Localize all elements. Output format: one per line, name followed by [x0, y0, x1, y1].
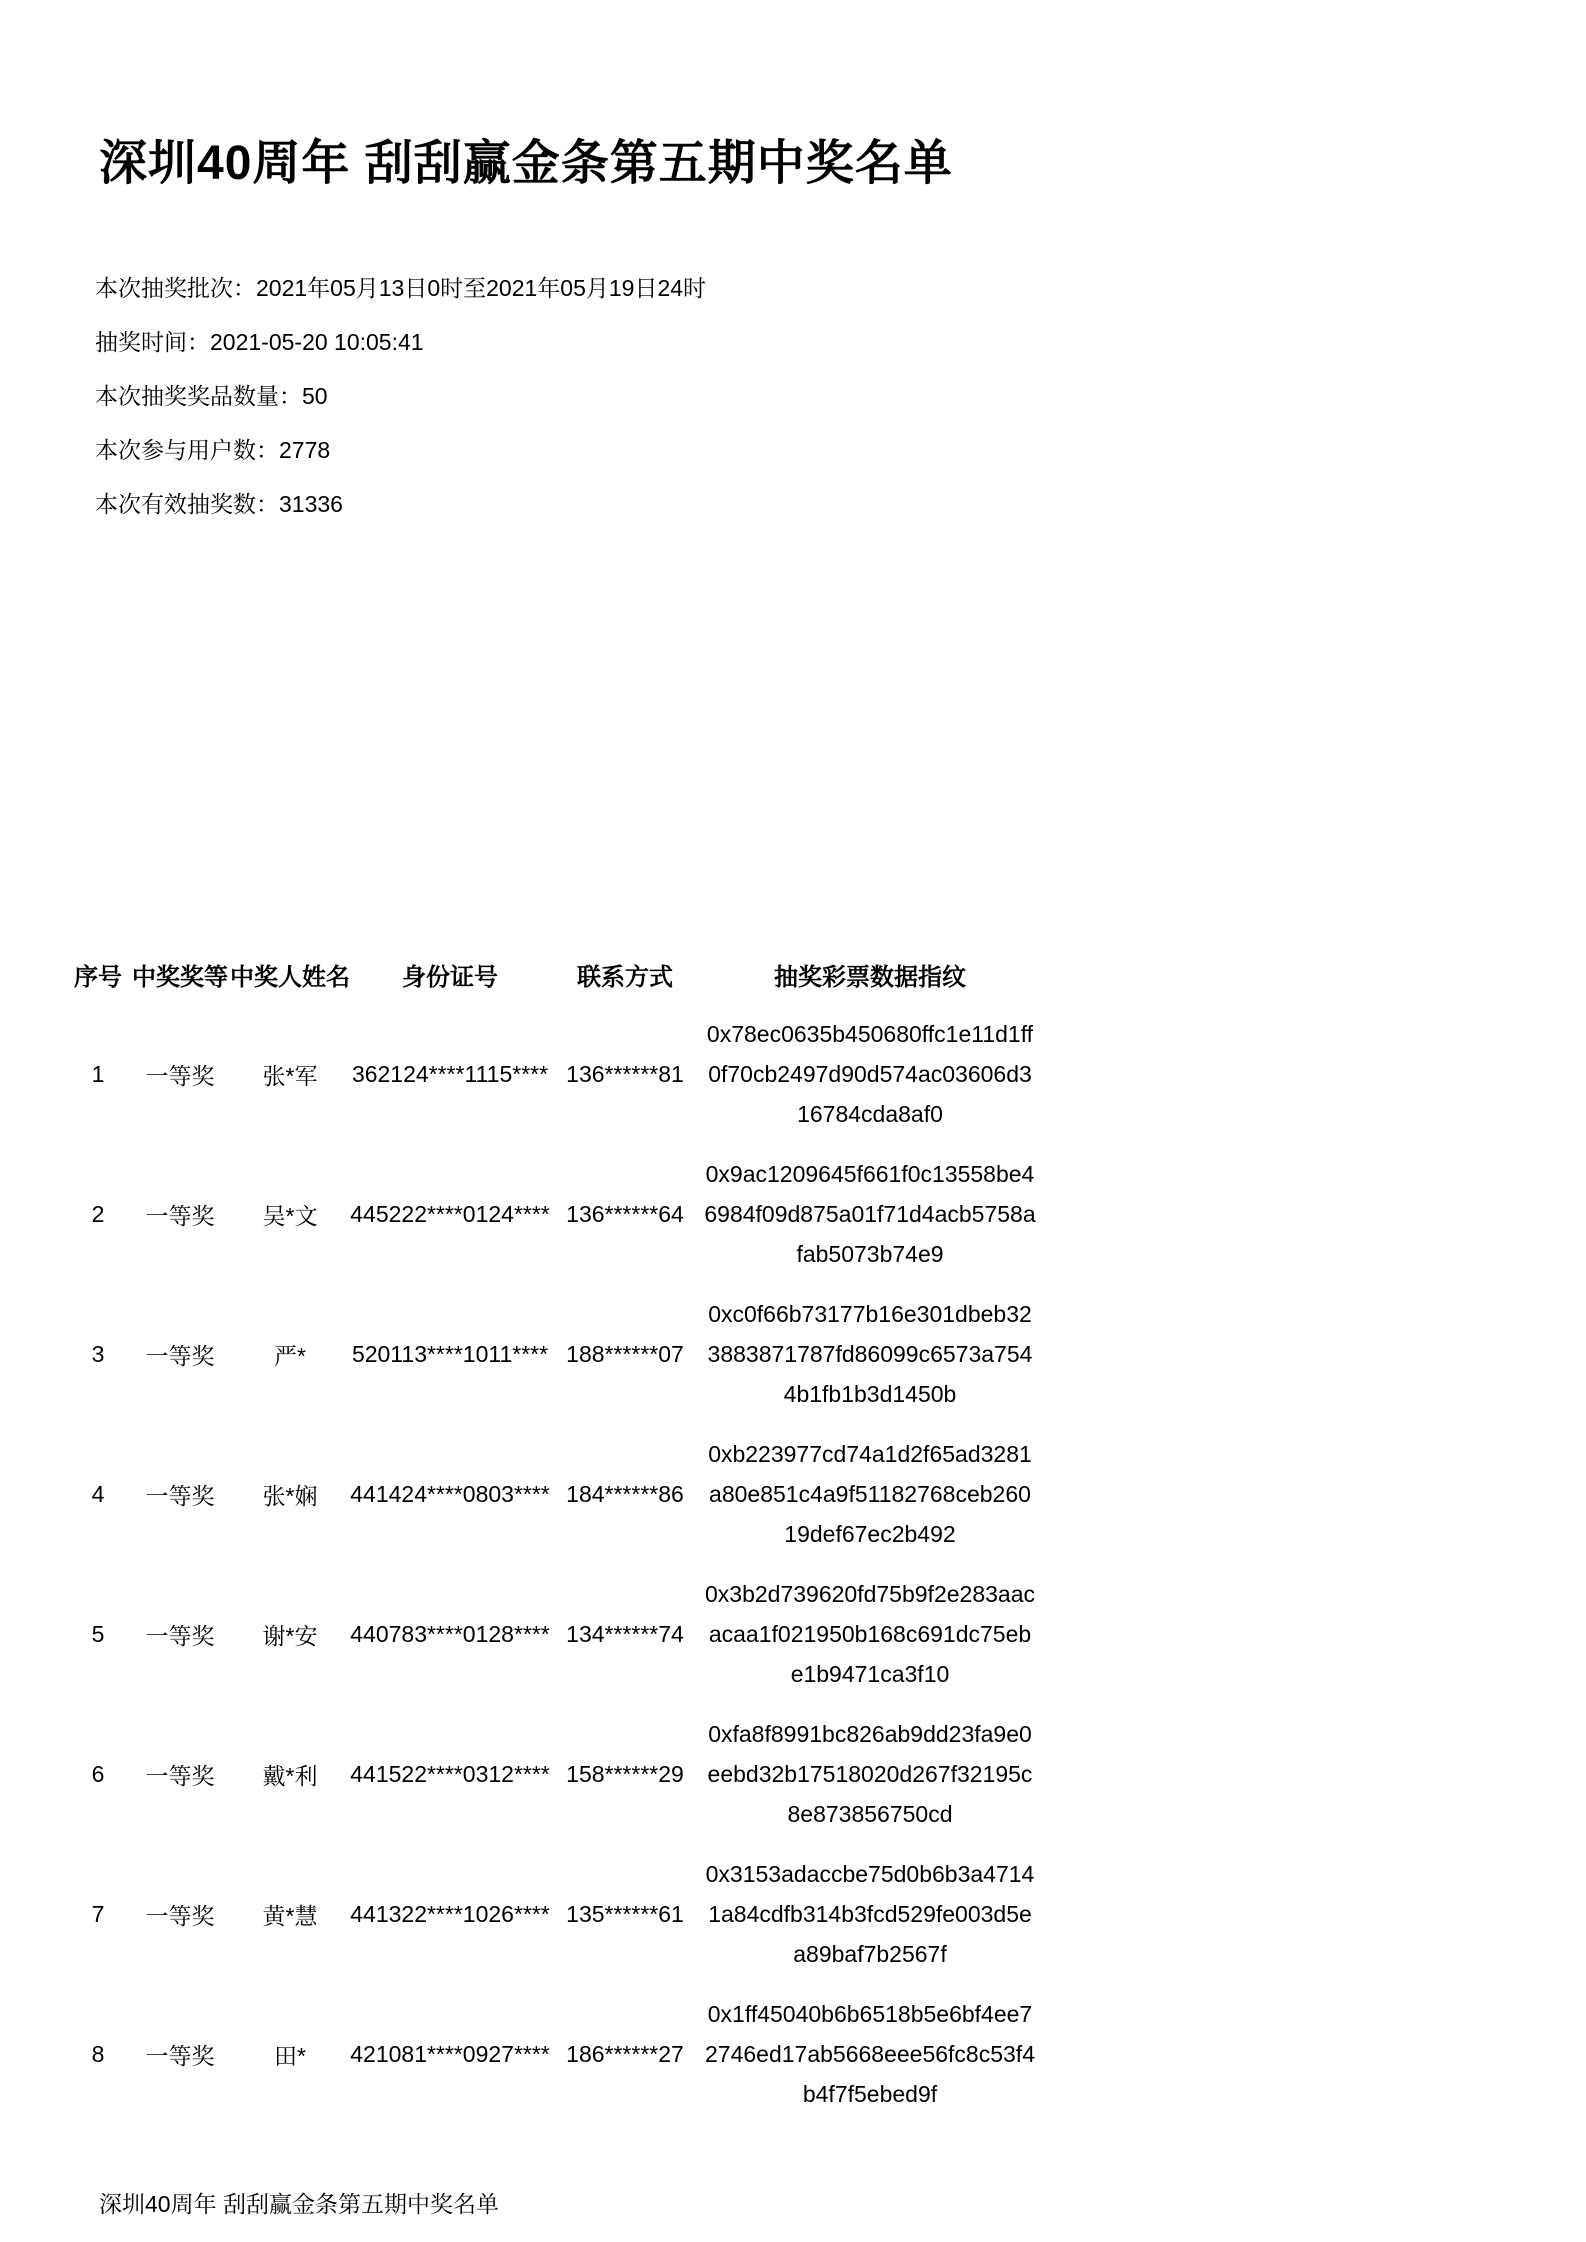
cell-id-number: 441522****0312****	[350, 1760, 550, 1787]
table-row	[66, 1704, 1040, 1844]
cell-ticket-fingerprint: 0xb223977cd74a1d2f65ad3281a80e851c4a9f51182768ceb26019def67ec2b492	[708, 1441, 1032, 1547]
cell-contact: 136******64	[566, 1200, 684, 1227]
col-header-winner-name: 中奖人姓名	[230, 963, 350, 991]
meta-block	[95, 276, 706, 546]
col-header-index: 序号	[74, 963, 122, 991]
cell-ticket-fingerprint: 0x1ff45040b6b6518b5e6bf4ee72746ed17ab5668eee56fc8c53f4b4f7f5ebed9f	[705, 2001, 1035, 2107]
cell-prize-tier: 一等奖	[145, 1202, 215, 1229]
meta-line-draw-time: 抽奖时间：2021-05-20 10:05:41	[95, 329, 424, 355]
cell-index: 1	[91, 1060, 105, 1087]
cell-contact: 135******61	[566, 1900, 684, 1927]
cell-index: 8	[91, 2040, 105, 2067]
meta-line-draw-batch: 本次抽奖批次：2021年05月13日0时至2021年05月19日24时	[95, 275, 707, 301]
cell-id-number: 441322****1026****	[350, 1900, 550, 1927]
cell-winner-name: 戴*利	[262, 1762, 318, 1789]
cell-prize-tier: 一等奖	[145, 1482, 215, 1509]
cell-winner-name: 谢*安	[262, 1622, 318, 1649]
col-header-prize-tier: 中奖奖等	[132, 963, 228, 991]
cell-prize-tier: 一等奖	[145, 1062, 215, 1089]
winners-table	[66, 944, 1040, 2124]
cell-id-number: 421081****0927****	[350, 2040, 550, 2067]
table-row	[66, 1984, 1040, 2124]
cell-ticket-fingerprint: 0xc0f66b73177b16e301dbeb323883871787fd86099c6573a7544b1fb1b3d1450b	[707, 1301, 1033, 1407]
cell-ticket-fingerprint: 0xfa8f8991bc826ab9dd23fa9e0eebd32b17518020d267f32195c8e873856750cd	[707, 1721, 1033, 1827]
meta-line-valid-draw-count: 本次有效抽奖数：31336	[95, 491, 343, 517]
cell-id-number: 440783****0128****	[350, 1620, 550, 1647]
header-row	[66, 944, 1040, 1004]
cell-contact: 134******74	[566, 1620, 684, 1647]
cell-ticket-fingerprint: 0x9ac1209645f661f0c13558be46984f09d875a01f71d4acb5758afab5073b74e9	[704, 1161, 1036, 1267]
cell-prize-tier: 一等奖	[145, 1622, 215, 1649]
cell-prize-tier: 一等奖	[145, 1762, 215, 1789]
cell-ticket-fingerprint: 0x3153adaccbe75d0b6b3a47141a84cdfb314b3fcd529fe003d5ea89baf7b2567f	[705, 1861, 1035, 1967]
table-row	[66, 1144, 1040, 1284]
cell-winner-name: 张*娴	[262, 1482, 318, 1509]
col-header-contact: 联系方式	[577, 963, 673, 991]
table-row	[66, 1424, 1040, 1564]
page-title: 深圳40周年 刮刮赢金条第五期中奖名单	[99, 137, 953, 190]
cell-contact: 136******81	[566, 1060, 684, 1087]
cell-index: 3	[91, 1340, 105, 1367]
cell-winner-name: 黄*慧	[262, 1902, 318, 1929]
cell-ticket-fingerprint: 0x78ec0635b450680ffc1e11d1ff0f70cb2497d90d574ac03606d316784cda8af0	[706, 1021, 1034, 1127]
cell-index: 5	[91, 1620, 105, 1647]
cell-id-number: 441424****0803****	[350, 1480, 550, 1507]
cell-index: 7	[91, 1900, 105, 1927]
meta-line-participant-count: 本次参与用户数：2778	[95, 437, 331, 463]
cell-id-number: 520113****1011****	[351, 1340, 549, 1367]
meta-line-prize-count: 本次抽奖奖品数量：50	[95, 383, 328, 409]
table-row	[66, 1844, 1040, 1984]
cell-winner-name: 张*军	[262, 1062, 318, 1089]
winners-table-body	[66, 1004, 1040, 2124]
cell-index: 4	[91, 1480, 105, 1507]
col-header-id-number: 身份证号	[402, 963, 498, 991]
cell-index: 6	[91, 1760, 105, 1787]
cell-contact: 186******27	[566, 2040, 684, 2067]
table-row	[66, 1284, 1040, 1424]
cell-id-number: 445222****0124****	[350, 1200, 550, 1227]
cell-id-number: 362124****1115****	[351, 1060, 549, 1087]
cell-prize-tier: 一等奖	[145, 2042, 215, 2069]
cell-ticket-fingerprint: 0x3b2d739620fd75b9f2e283aacacaa1f021950b168c691dc75ebe1b9471ca3f10	[705, 1581, 1035, 1687]
col-header-ticket-fingerprint: 抽奖彩票数据指纹	[774, 963, 966, 991]
cell-prize-tier: 一等奖	[145, 1342, 215, 1369]
winners-table-header	[66, 944, 1040, 1004]
page-footer: 深圳40周年 刮刮赢金条第五期中奖名单	[99, 2191, 499, 2217]
cell-winner-name: 田*	[274, 2042, 306, 2069]
cell-contact: 184******86	[566, 1480, 684, 1507]
cell-prize-tier: 一等奖	[145, 1902, 215, 1929]
cell-contact: 158******29	[566, 1760, 684, 1787]
cell-contact: 188******07	[566, 1340, 684, 1367]
table-row	[66, 1564, 1040, 1704]
table-row	[66, 1004, 1040, 1144]
cell-winner-name: 吴*文	[262, 1202, 318, 1229]
cell-winner-name: 严*	[274, 1342, 306, 1369]
cell-index: 2	[91, 1200, 105, 1227]
